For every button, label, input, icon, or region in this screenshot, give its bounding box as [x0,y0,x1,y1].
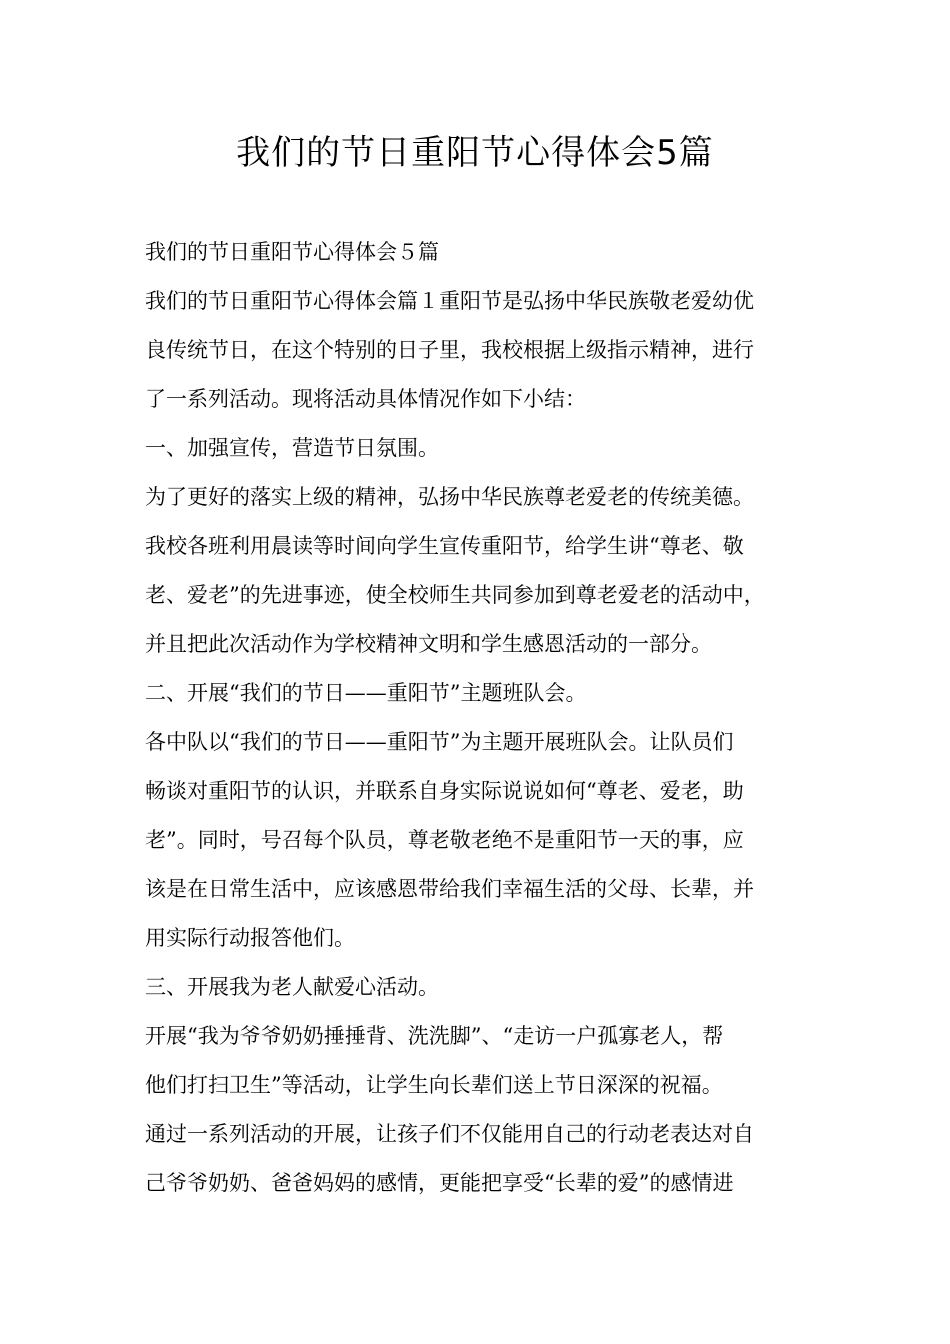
body-line: 他们打扫卫生”等活动，让学生向长辈们送上节日深深的祝福。 [145,1073,723,1097]
body-line: 一、加强宣传，营造节日氛围。 [145,436,439,460]
body-line: 己爷爷奶奶、爸爸妈妈的感情，更能把享受“长辈的爱”的感情进 [145,1171,734,1195]
body-line: 老”。同时，号召每个队员，尊老敬老绝不是重阳节一天的事，应 [145,828,744,852]
body-line: 该是在日常生活中，应该感恩带给我们幸福生活的父母、长辈，并 [145,877,754,901]
body-line: 三、开展我为老人献爱心活动。 [145,975,439,999]
body-line: 良传统节日，在这个特别的日子里，我校根据上级指示精神，进行 [145,338,754,362]
body-line: 各中队以“我们的节日——重阳节”为主题开展班队会。让队员们 [145,730,734,754]
body-line: 老、爱老”的先进事迹，使全校师生共同参加到尊老爱老的活动中， [145,583,765,607]
body-line: 二、开展“我们的节日——重阳节”主题班队会。 [145,681,587,705]
document-title: 我们的节日重阳节心得体会5篇 [236,133,714,173]
body-line: 为了更好的落实上级的精神，弘扬中华民族尊老爱老的传统美德。 [145,485,754,509]
body-line: 开展“我为爷爷奶奶捶捶背、洗洗脚”、“走访一户孤寡老人，帮 [145,1024,724,1048]
body-line: 并且把此次活动作为学校精神文明和学生感恩活动的一部分。 [145,632,712,656]
body-line: 用实际行动报答他们。 [145,926,355,950]
body-line: 畅谈对重阳节的认识，并联系自身实际说说如何“尊老、爱老，助 [145,779,744,803]
body-line: 我们的节日重阳节心得体会５篇 [145,240,439,264]
body-line: 我们的节日重阳节心得体会篇１重阳节是弘扬中华民族敬老爱幼优 [145,289,754,313]
body-line: 我校各班利用晨读等时间向学生宣传重阳节，给学生讲“尊老、敬 [145,534,744,558]
body-line: 通过一系列活动的开展，让孩子们不仅能用自己的行动老表达对自 [145,1122,754,1146]
body-line: 了一系列活动。现将活动具体情况作如下小结： [145,387,586,411]
document-body [145,228,835,1208]
